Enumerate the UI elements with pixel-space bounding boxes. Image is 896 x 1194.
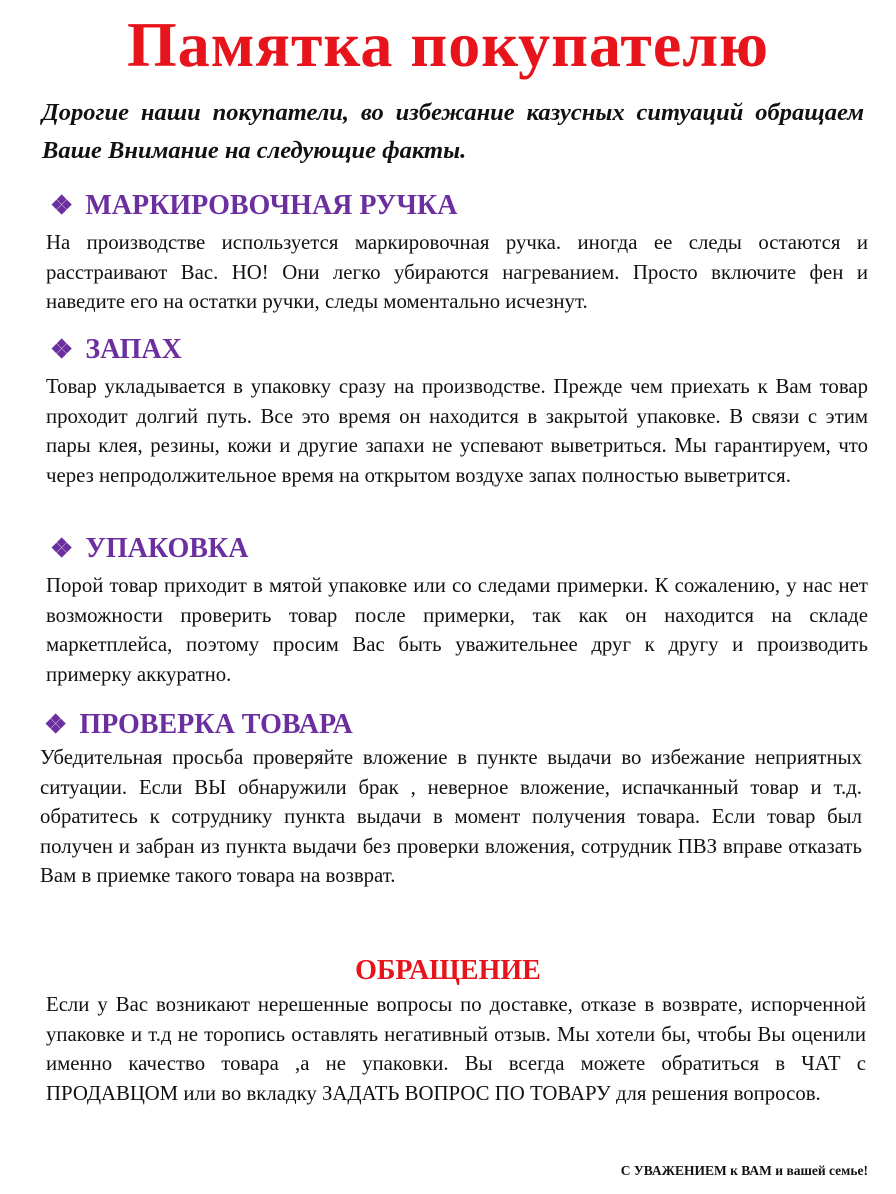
section-body: Убедительная просьба проверяйте вложение в пункте выдачи во избежание неприятных ситуации. Если ВЫ обнаружили брак , неверное вложение, испачканный товар и т.д. обратитесь к сотруднику пункта выдачи в момент получения товара. Если товар был получен и забран из пункта выдачи без проверки вложения, сотрудник ПВЗ вправе отказать Вам в приемке такого товара на возврат. xyxy=(40,746,862,888)
section-smell xyxy=(46,332,868,490)
diamond-bullet-icon: ❖ xyxy=(50,335,74,364)
section-heading-text: УПАКОВКА xyxy=(85,533,249,564)
page-title: Памятка покупателю xyxy=(126,9,770,80)
section-body: Порой товар приходит в мятой упаковке или со следами примерки. К сожалению, у нас нет возможности проверить товар после примерки, так как он находится на складе маркетплейса, поэтому просим Вас быть уважительнее друг к другу и производить примерку аккуратно. xyxy=(46,574,868,686)
section-heading xyxy=(40,707,862,743)
section-packaging xyxy=(46,531,868,689)
signoff-text: С УВАЖЕНИЕМ к ВАМ и вашей семье! xyxy=(620,1163,868,1178)
intro-text: Дорогие наши покупатели, во избежание казусных ситуаций обращаем Ваше Внимание на следующие факты. xyxy=(42,99,864,164)
section-heading-text: МАРКИРОВОЧНАЯ РУЧКА xyxy=(85,190,458,221)
appeal-heading: ОБРАЩЕНИЕ xyxy=(355,955,541,986)
section-heading xyxy=(46,188,868,224)
diamond-bullet-icon: ❖ xyxy=(50,534,74,563)
section-heading xyxy=(46,332,868,368)
section-body: На производстве используется маркировочная ручка. иногда ее следы остаются и расстраивают Вас. НО! Они легко убираются нагреванием. Просто включите фен и наведите его на остатки ручки, следы моментально исчезнут. xyxy=(46,231,868,314)
section-marker-pen xyxy=(46,188,868,317)
diamond-bullet-icon: ❖ xyxy=(50,191,74,220)
section-product-check xyxy=(40,707,862,891)
section-body: Товар укладывается в упаковку сразу на производстве. Прежде чем приехать к Вам товар проходит долгий путь. Все это время он находится в закрытой упаковке. В связи с этим пары клея, резины, кожи и другие запахи не успевают выветриться. Мы гарантируем, что через непродолжительное время на открытом воздухе запах полностью выветрится. xyxy=(46,375,868,487)
section-heading-text: ПРОВЕРКА ТОВАРА xyxy=(79,709,353,740)
appeal-body: Если у Вас возникают нерешенные вопросы по доставке, отказе в возврате, испорченной упаковке и т.д не торопись оставлять негативный отзыв. Мы хотели бы, чтобы Вы оценили именно качество товара ,а не упаковки. Вы всегда можете обратиться в ЧАТ с ПРОДАВЦОМ или во вкладку ЗАДАТЬ ВОПРОС ПО ТОВАРУ для решения вопросов. xyxy=(46,993,866,1105)
diamond-bullet-icon: ❖ xyxy=(44,710,68,739)
section-heading-text: ЗАПАХ xyxy=(85,334,182,365)
section-heading xyxy=(46,531,868,567)
